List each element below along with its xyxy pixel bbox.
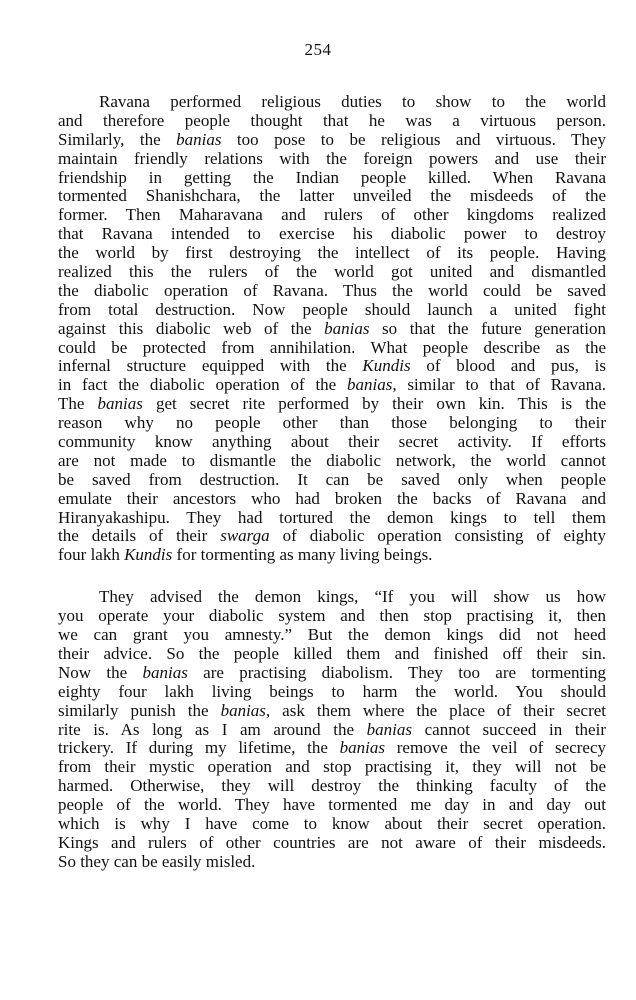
text-segment: so that the future generation	[369, 318, 606, 338]
text-segment: trickery. If during my lifetime, the	[58, 738, 340, 758]
text-segment: tormented Shanishchara, the latter unveiled the misdeeds of the	[58, 186, 606, 206]
text-segment: are not made to dismantle the diabolic network, the world cannot	[58, 450, 606, 470]
paragraph	[58, 93, 606, 565]
text-line	[58, 607, 606, 626]
text-line	[58, 758, 606, 777]
text-segment: are practising diabolism. They too are tormenting	[187, 662, 606, 682]
text-line	[58, 187, 606, 206]
text-segment: from total destruction. Now people should launch a united fight	[58, 299, 606, 319]
text-line	[58, 796, 606, 815]
text-segment: against this diabolic web of the	[58, 318, 325, 338]
paragraph	[58, 588, 606, 871]
text-segment: rite is. As long as I am around the	[58, 719, 367, 739]
text-line	[58, 301, 606, 320]
italic-term: swarga	[220, 526, 270, 546]
body-text	[58, 93, 606, 872]
text-segment: friendship in getting the Indian people killed. When Ravana	[58, 167, 606, 187]
text-line	[58, 206, 606, 225]
text-segment: emulate their ancestors who had broken the backs of Ravana and	[58, 488, 606, 508]
text-segment: get secret rite performed by their own kin. This is the	[142, 394, 606, 414]
text-line	[58, 282, 606, 301]
text-segment: maintain friendly relations with the foreign powers and use their	[58, 148, 606, 168]
text-segment: be saved from destruction. It can be saved only when people	[58, 469, 606, 489]
text-segment: that Ravana intended to exercise his diabolic power to destroy	[58, 224, 606, 244]
text-segment: cannot succeed in their	[411, 719, 606, 739]
text-segment: the details of their	[58, 526, 221, 546]
text-segment: So they can be easily misled.	[58, 851, 256, 871]
text-segment: Ravana performed religious duties to show to the world	[99, 92, 606, 111]
text-segment: former. Then Maharavana and rulers of other kingdoms realized	[58, 205, 606, 225]
text-line	[58, 777, 606, 796]
text-line	[58, 376, 606, 395]
text-segment: Now the	[58, 662, 143, 682]
text-segment: The	[58, 394, 98, 414]
text-line	[58, 527, 606, 546]
text-line	[58, 433, 606, 452]
text-line	[58, 721, 606, 740]
text-line	[58, 93, 606, 112]
text-segment: of diabolic operation consisting of eighty	[269, 526, 606, 546]
text-line	[58, 414, 606, 433]
text-segment: infernal structure equipped with the	[58, 356, 363, 376]
text-line	[58, 834, 606, 853]
text-line	[58, 112, 606, 131]
text-line	[58, 509, 606, 528]
italic-term: banias	[339, 738, 386, 758]
text-segment: could be protected from annihilation. What people describe as the	[58, 337, 606, 357]
text-segment: They advised the demon kings, “If you will show us how	[99, 587, 606, 607]
text-line	[58, 815, 606, 834]
text-segment: the world by first destroying the intellect of its people. Having	[58, 243, 606, 263]
page-number: 254	[304, 40, 332, 59]
text-segment: , ask them where the place of their secret	[265, 700, 606, 720]
text-line	[58, 452, 606, 471]
text-line	[58, 339, 606, 358]
text-segment: eighty four lakh living beings to harm the world. You should	[58, 681, 606, 701]
text-line	[58, 664, 606, 683]
text-segment: Similarly, the	[58, 129, 177, 149]
text-segment: for tormenting as many living beings.	[172, 545, 433, 565]
text-segment: four lakh	[58, 545, 125, 565]
text-line	[58, 131, 606, 150]
text-segment: community know anything about their secret activity. If efforts	[58, 432, 606, 452]
text-line	[58, 395, 606, 414]
text-segment: , similar to that of Ravana.	[392, 375, 606, 395]
italic-term: Kundis	[124, 545, 173, 565]
text-line	[58, 702, 606, 721]
italic-term: banias	[142, 662, 188, 682]
text-line	[58, 263, 606, 282]
text-segment: their advice. So the people killed them and finished off their sin.	[58, 643, 606, 663]
text-segment: remove the veil of secrecy	[385, 738, 606, 758]
text-segment: Hiranyakashipu. They had tortured the demon kings to tell them	[58, 507, 606, 527]
italic-term: banias	[220, 700, 266, 720]
text-line	[58, 739, 606, 758]
text-segment: in fact the diabolic operation of the	[58, 375, 348, 395]
text-line	[58, 244, 606, 263]
italic-term: banias	[97, 394, 143, 414]
text-segment: from their mystic operation and stop practising it, they will not be	[58, 757, 606, 777]
italic-term: banias	[366, 719, 412, 739]
text-segment: the diabolic operation of Ravana. Thus the world could be saved	[58, 280, 606, 300]
text-segment: similarly punish the	[58, 700, 221, 720]
text-line	[58, 169, 606, 188]
text-segment: realized this the rulers of the world got united and dismantled	[58, 262, 606, 282]
text-segment: Kings and rulers of other countries are not aware of their misdeeds.	[58, 832, 606, 852]
italic-term: Kundis	[362, 356, 411, 376]
text-segment: harmed. Otherwise, they will destroy the thinking faculty of the	[58, 776, 606, 796]
italic-term: banias	[176, 129, 222, 149]
text-line	[58, 490, 606, 509]
text-segment: and therefore people thought that he was a virtuous person.	[58, 110, 606, 130]
italic-term: banias	[324, 318, 370, 338]
text-segment: you operate your diabolic system and then stop practising it, then	[58, 606, 606, 626]
text-segment: which is why I have come to know about their secret operation.	[58, 813, 606, 833]
text-line	[58, 225, 606, 244]
text-line	[58, 853, 606, 872]
text-line	[58, 683, 606, 702]
italic-term: banias	[347, 375, 393, 395]
text-segment: too pose to be religious and virtuous. They	[221, 129, 606, 149]
text-segment: people of the world. They have tormented me day in and day out	[58, 795, 606, 815]
text-line	[58, 626, 606, 645]
text-segment: we can grant you amnesty.” But the demon kings did not heed	[58, 625, 606, 645]
text-line	[58, 357, 606, 376]
text-line	[58, 645, 606, 664]
text-line	[58, 588, 606, 607]
text-line	[58, 546, 606, 565]
text-line	[58, 320, 606, 339]
paragraph-gap	[58, 565, 606, 588]
text-segment: of blood and pus, is	[410, 356, 606, 376]
text-segment: reason why no people other than those belonging to their	[58, 413, 606, 433]
text-line	[58, 471, 606, 490]
text-line	[58, 150, 606, 169]
